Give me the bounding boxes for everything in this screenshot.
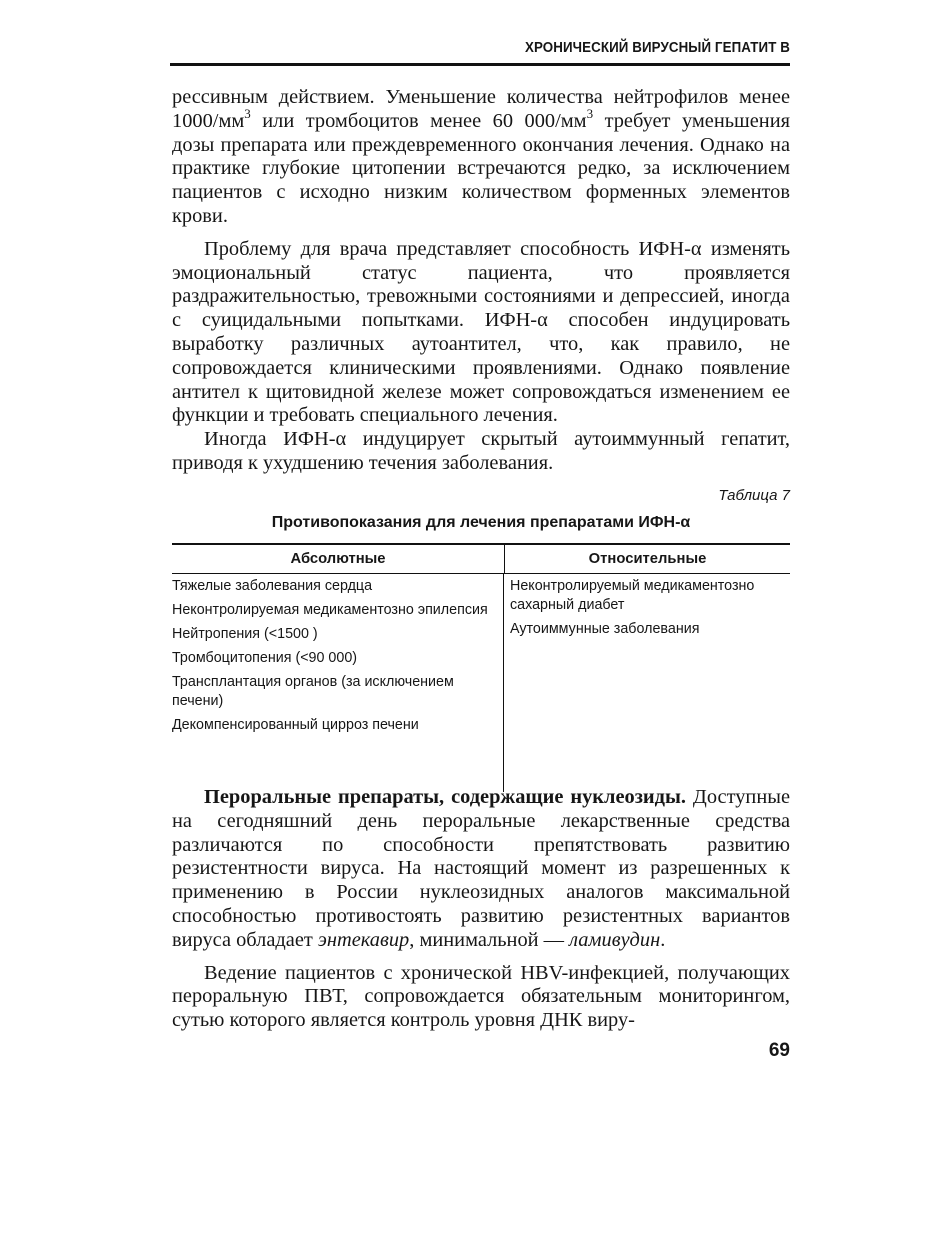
running-head: ХРОНИЧЕСКИЙ ВИРУСНЫЙ ГЕПАТИТ В <box>524 40 790 56</box>
table-cell: Неконтролируемая медикаментозно эпилепсия <box>172 602 488 618</box>
paragraph-5: Ведение пациентов с хронической HBV-инфекцией, получающих пероральную ПВТ, сопровождается обязательным мониторингом, сутью которого является контроль уровня ДНК виру- <box>172 961 790 1032</box>
table-cell: Нейтропения (<1500 ) <box>172 626 318 642</box>
text-block-bottom <box>172 786 790 1033</box>
paragraph-2: Проблему для врача представляет способность ИФН-α изменять эмоциональный статус пациента, что проявляется раздражительностью, тревожными состояниями и депрессией, иногда с суицидальными попытками. ИФН-α способен индуцировать выработку различных аутоантител, что, как правило, не сопровождается клиническими проявлениями. Однако появление антител к щитовидной железе может сопровождаться изменением ее функции и требовать специального лечения. <box>172 237 790 427</box>
table-cell: Трансплантация органов (за исключением печени) <box>172 674 454 709</box>
table-cell: Тяжелые заболевания сердца <box>172 578 373 594</box>
text-block-top <box>172 86 790 476</box>
table-title: Противопоказания для лечения препаратами ИФН-α <box>271 514 691 531</box>
header-absolute: Абсолютные <box>172 545 505 573</box>
table-body-row <box>172 574 790 792</box>
header-relative: Относительные <box>588 550 707 567</box>
absolute-column <box>172 574 504 792</box>
header-rule <box>170 63 790 66</box>
paragraph-3: Иногда ИФН-α индуцирует скрытый аутоиммунный гепатит, приводя к ухудшению течения заболевания. <box>172 428 790 474</box>
table-header-row <box>172 543 790 574</box>
table-label: Таблица 7 <box>718 487 790 504</box>
table-cell: Аутоиммунные заболевания <box>510 621 700 637</box>
relative-column <box>504 574 790 792</box>
table-cell: Неконтролируемый медикаментозно сахарный диабет <box>510 578 755 613</box>
paragraph-1: рессивным действием. Уменьшение количества нейтрофилов менее $1000/мм^3$ или тромбоцитов менее 60 $000/мм^3$ требует уменьшения дозы препарата или преждевременного окончания лечения. Однако на практике глубокие цитопении встречаются редко, за исключением пациентов с исходно низким количеством форменных элементов крови. <box>172 86 791 227</box>
page-number: 69 <box>768 1040 790 1061</box>
contraindications-table <box>172 543 790 792</box>
paragraph-4: Пероральные препараты, содержащие нуклеозиды. Доступные на сегодняшний день пероральные лекарственные средства различаются по способности препятствовать развитию резистентности вируса. На настоящий момент из разрешенных к применению в России нуклеозидных аналогов максимальной способностью противостоять развитию резистентных вариантов вируса обладает энтекавир, минимальной — ламивудин. <box>172 786 790 951</box>
table-cell: Тромбоцитопения (<90 000) <box>172 650 358 666</box>
table-cell: Декомпенсированный цирроз печени <box>172 717 419 733</box>
